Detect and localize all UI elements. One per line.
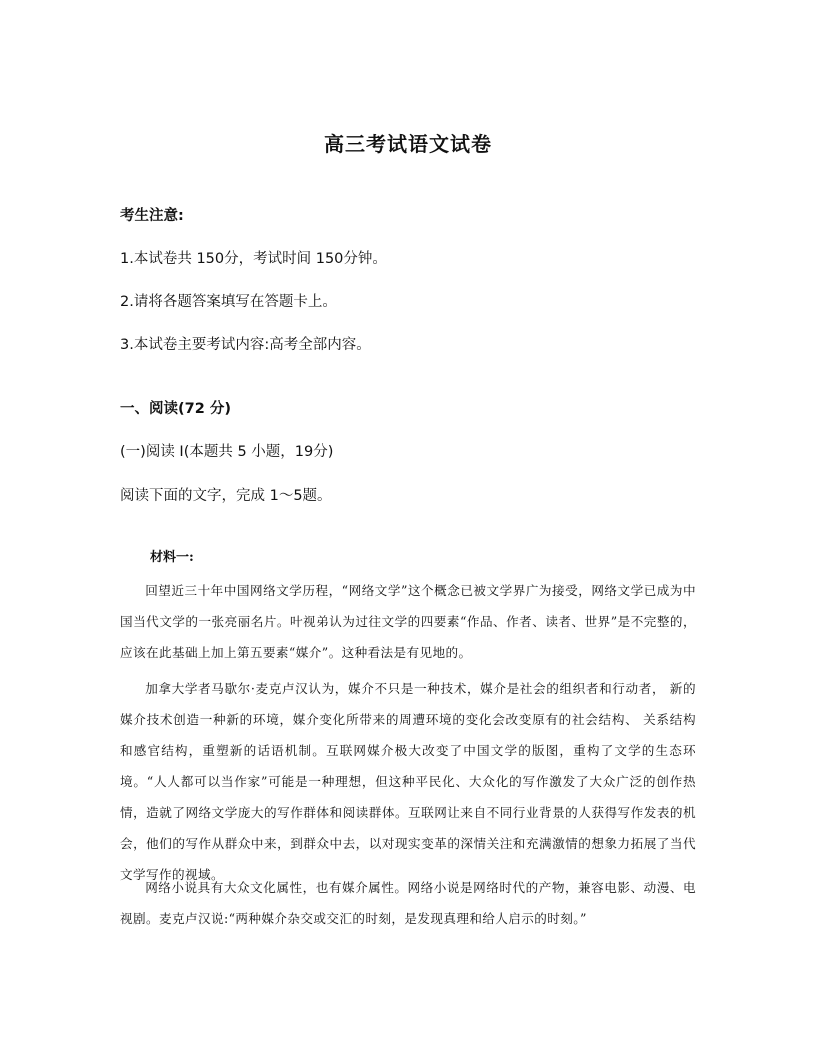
page-title: 高三考试语文试卷: [324, 132, 492, 156]
section-heading: 一、阅读(72 分): [120, 401, 231, 417]
material-paragraph: 回望近三十年中国网络文学历程，“网络文学”这个概念已被文学界广为接受，网络文学已成为中国当代文学的一张亮丽名片。叶视弟认为过往文学的四要素“作品、作者、读者、世界”是不完整的，应该在此基础上加上第五要素“媒介”。这种看法是有见地的。: [120, 583, 696, 660]
material-paragraph: 网络小说具有大众文化属性，也有媒介属性。网络小说是网络时代的产物，兼容电影、动漫、电视剧。麦克卢汉说:“两种媒介杂交或交汇的时刻，是发现真理和给人启示的时刻。”: [120, 880, 696, 926]
notice-item: 3.本试卷主要考试内容:高考全部内容。: [120, 337, 371, 353]
notice-heading: 考生注意:: [120, 208, 184, 224]
section-instruction: 阅读下面的文字，完成 1～5题。: [120, 488, 332, 504]
notice-item: 1.本试卷共 150分，考试时间 150分钟。: [120, 251, 387, 267]
material-paragraph: 加拿大学者马歇尔·麦克卢汉认为，媒介不只是一种技术，媒介是社会的组织者和行动者， 新的媒介技术创造一种新的环境，媒介变化所带来的周遭环境的变化会改变原有的社会结构、 关系结构和感官结构，重塑新的话语机制。互联网媒介极大改变了中国文学的版图，重构了文学的生态环境。“人人都可以当作家”可能是一种理想，但这种平民化、大众化的写作激发了大众广泛的创作热情，造就了网络文学庞大的写作群体和阅读群体。互联网让来自不同行业背景的人获得写作发表的机会，他们的写作从群众中来，到群众中去，以对现实变革的深情关注和充满激情的想象力拓展了当代文学写作的视域。: [120, 681, 696, 882]
material-label: 材料一:: [150, 550, 194, 565]
notice-item: 2.请将各题答案填写在答题卡上。: [120, 294, 337, 310]
section-subheading: (一)阅读 I(本题共 5 小题，19分): [120, 444, 334, 460]
